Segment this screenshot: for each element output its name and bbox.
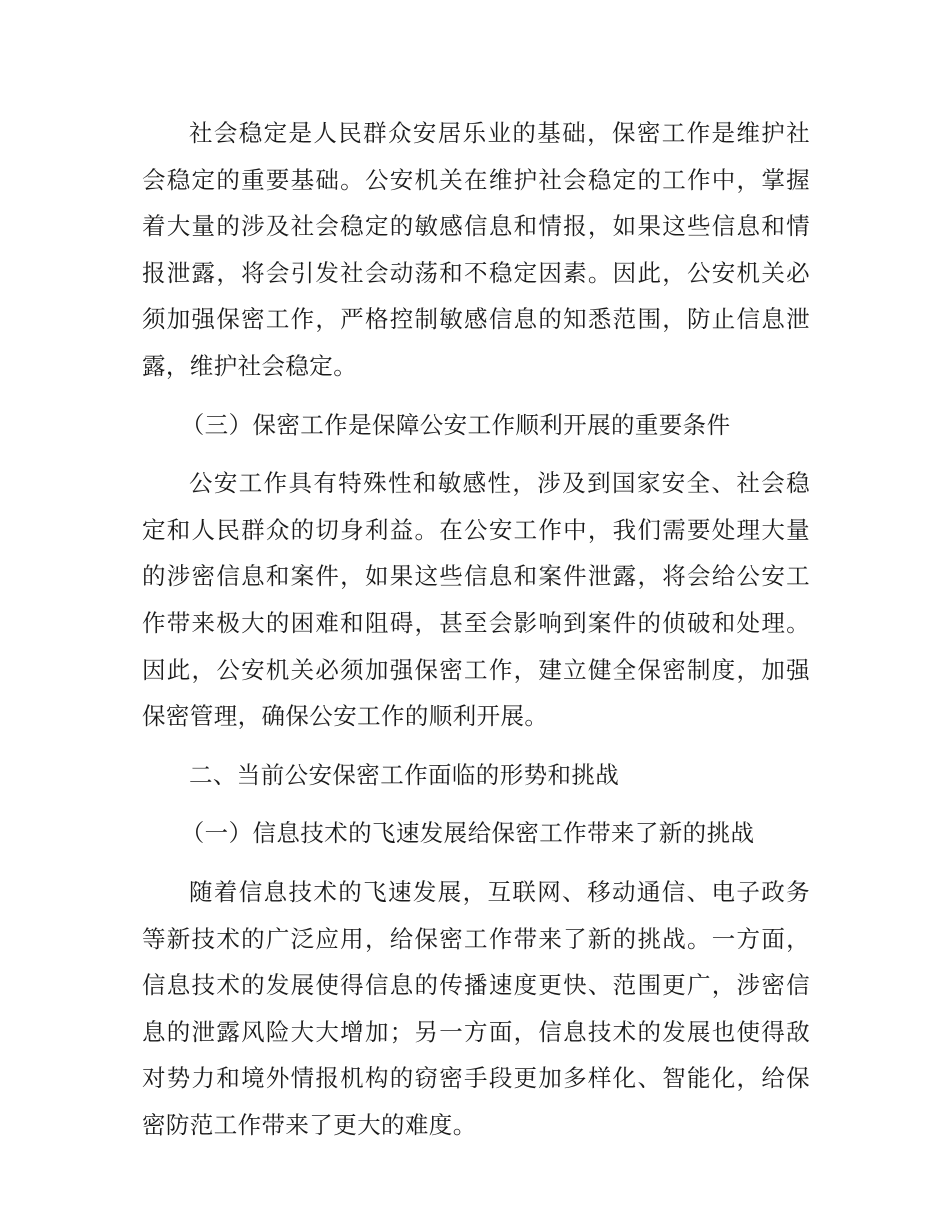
document-page: [142, 110, 810, 1160]
paragraph-social-stability: 社会稳定是人民群众安居乐业的基础，保密工作是维护社会稳定的重要基础。公安机关在维护社会稳定的工作中，掌握着大量的涉及社会稳定的敏感信息和情报，如果这些信息和情报泄露，将会引发社会动荡和不稳定因素。因此，公安机关必须加强保密工作，严格控制敏感信息的知悉范围，防止信息泄露，维护社会稳定。: [142, 119, 810, 380]
section-heading-1: （一）信息技术的飞速发展给保密工作带来了新的挑战: [180, 819, 755, 848]
paragraph-information-technology: 随着信息技术的飞速发展，互联网、移动通信、电子政务等新技术的广泛应用，给保密工作带来了新的挑战。一方面，信息技术的发展使得信息的传播速度更快、范围更广，涉密信息的泄露风险大大增加；另一方面，信息技术的发展也使得敌对势力和境外情报机构的窃密手段更加多样化、智能化，给保密防范工作带来了更大的难度。: [142, 877, 810, 1139]
chapter-heading-2: 二、当前公安保密工作面临的形势和挑战: [189, 760, 620, 789]
paragraph-police-work: 公安工作具有特殊性和敏感性，涉及到国家安全、社会稳定和人民群众的切身利益。在公安工作中，我们需要处理大量的涉密信息和案件，如果这些信息和案件泄露，将会给公安工作带来极大的困难和阻碍，甚至会影响到案件的侦破和处理。因此，公安机关必须加强保密工作，建立健全保密制度，加强保密管理，确保公安工作的顺利开展。: [142, 469, 810, 731]
section-heading-3: （三）保密工作是保障公安工作顺利开展的重要条件: [180, 410, 731, 439]
